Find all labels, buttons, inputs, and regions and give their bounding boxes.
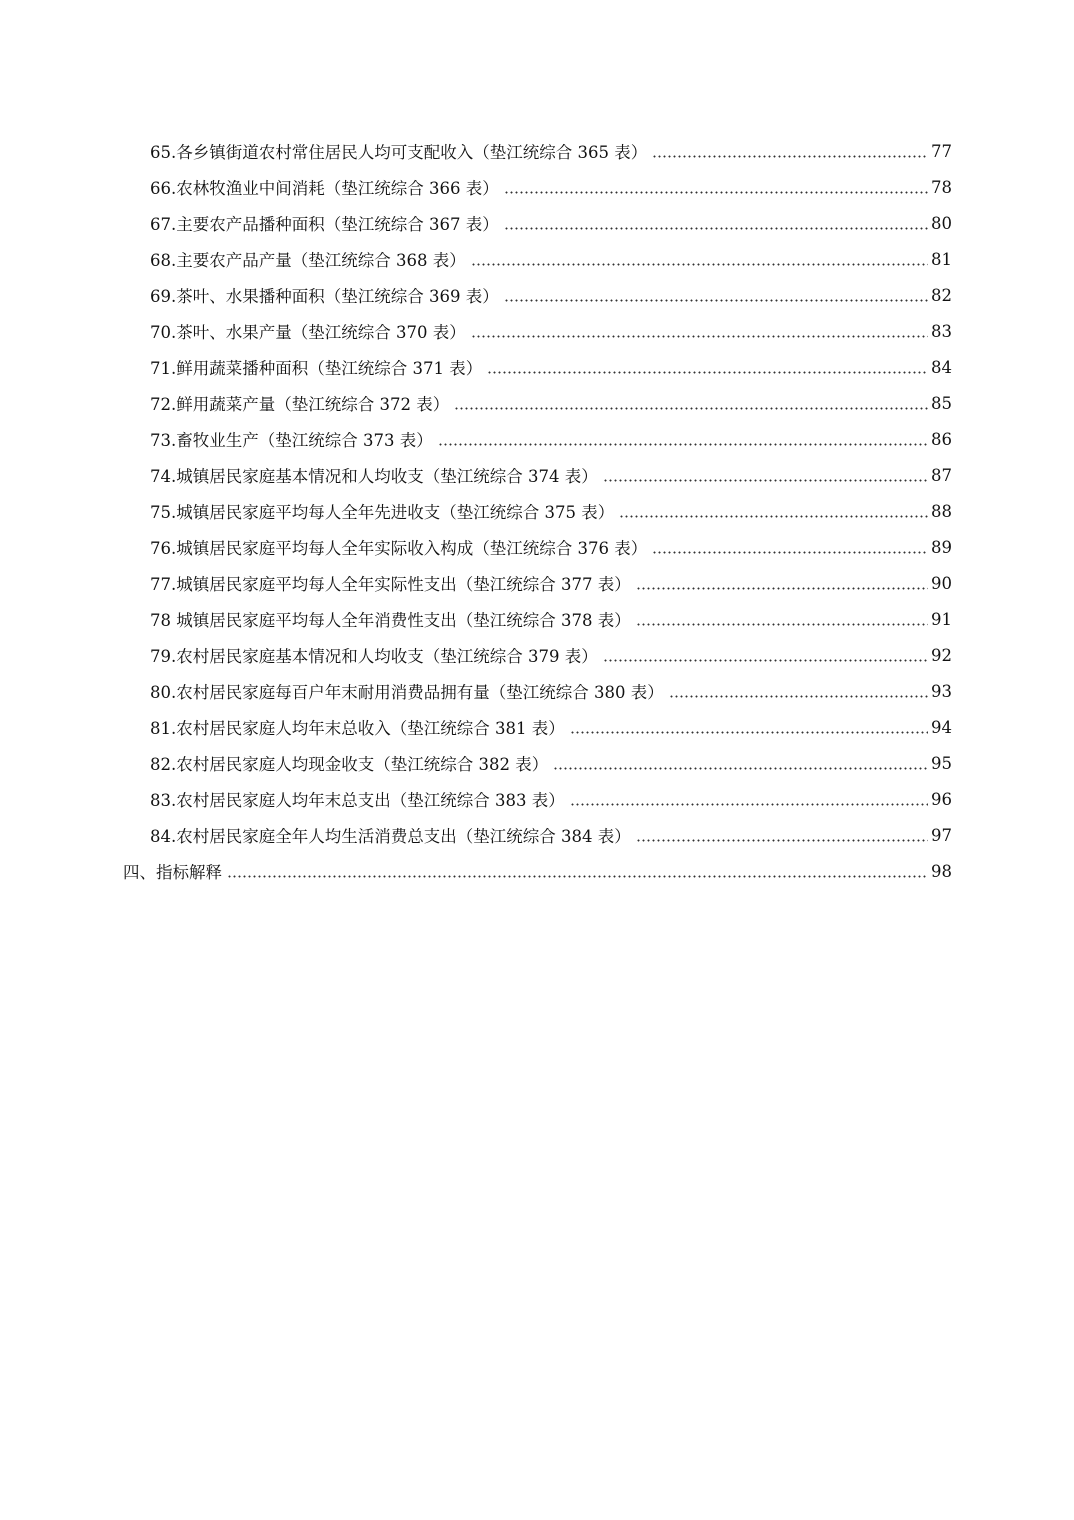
toc-entry-page-number: 97 xyxy=(931,825,952,845)
toc-dot-leader xyxy=(227,875,928,878)
toc-dot-leader xyxy=(636,839,928,842)
toc-dot-leader xyxy=(438,443,928,446)
toc-entry-page-number: 90 xyxy=(931,573,952,593)
toc-dot-leader xyxy=(504,191,928,194)
toc-dot-leader xyxy=(570,731,928,734)
toc-entry-page-number: 88 xyxy=(931,501,952,521)
toc-entry[interactable] xyxy=(150,817,952,853)
toc-entry-page-number: 86 xyxy=(931,429,952,449)
toc-entry[interactable] xyxy=(150,637,952,673)
toc-entry-title: 79.农村居民家庭基本情况和人均收支（垫江统综合 379 表） xyxy=(150,647,598,666)
toc-entry-page-number: 98 xyxy=(931,861,952,881)
toc-entry-title: 70.茶叶、水果产量（垫江统综合 370 表） xyxy=(150,323,466,342)
toc-dot-leader xyxy=(570,803,928,806)
toc-entry-title: 83.农村居民家庭人均年末总支出（垫江统综合 383 表） xyxy=(150,791,565,810)
toc-entry-title: 69.茶叶、水果播种面积（垫江统综合 369 表） xyxy=(150,287,499,306)
toc-entry[interactable] xyxy=(150,421,952,457)
toc-entry-page-number: 85 xyxy=(931,393,952,413)
toc-entry[interactable] xyxy=(150,349,952,385)
toc-dot-leader xyxy=(636,587,928,590)
toc-entry-page-number: 93 xyxy=(931,681,952,701)
toc-entry-page-number: 77 xyxy=(931,141,952,161)
toc-entry-title: 82.农村居民家庭人均现金收支（垫江统综合 382 表） xyxy=(150,755,549,774)
toc-entry[interactable] xyxy=(150,313,952,349)
toc-entry-page-number: 96 xyxy=(931,789,952,809)
toc-entry-title: 80.农村居民家庭每百户年末耐用消费品拥有量（垫江统综合 380 表） xyxy=(150,683,664,702)
toc-dot-leader xyxy=(636,623,928,626)
toc-entry-title: 68.主要农产品产量（垫江统综合 368 表） xyxy=(150,251,466,270)
toc-entry-title: 84.农村居民家庭全年人均生活消费总支出（垫江统综合 384 表） xyxy=(150,827,631,846)
toc-entry-title: 65.各乡镇街道农村常住居民人均可支配收入（垫江统综合 365 表） xyxy=(150,143,648,162)
toc-entry[interactable] xyxy=(150,457,952,493)
toc-entry-page-number: 87 xyxy=(931,465,952,485)
toc-entry[interactable] xyxy=(150,277,952,313)
toc-entry[interactable] xyxy=(150,529,952,565)
toc-dot-leader xyxy=(504,227,928,230)
toc-entry-page-number: 82 xyxy=(931,285,952,305)
toc-entry-page-number: 94 xyxy=(931,717,952,737)
toc-entry-title: 75.城镇居民家庭平均每人全年先进收支（垫江统综合 375 表） xyxy=(150,503,615,522)
toc-entry[interactable] xyxy=(150,709,952,745)
toc-entry-page-number: 84 xyxy=(931,357,952,377)
toc-entry-page-number: 91 xyxy=(931,609,952,629)
toc-entry-title: 67.主要农产品播种面积（垫江统综合 367 表） xyxy=(150,215,499,234)
toc-entry[interactable] xyxy=(150,169,952,205)
toc-entry-page-number: 89 xyxy=(931,537,952,557)
toc-dot-leader xyxy=(487,371,928,374)
toc-dot-leader xyxy=(471,263,928,266)
toc-entry[interactable] xyxy=(150,385,952,421)
toc-dot-leader xyxy=(553,767,928,770)
toc-entry[interactable] xyxy=(150,745,952,781)
toc-entry-page-number: 80 xyxy=(931,213,952,233)
toc-entry-title: 四、指标解释 xyxy=(123,863,222,882)
toc-entry-page-number: 95 xyxy=(931,753,952,773)
toc-entry[interactable] xyxy=(150,673,952,709)
toc-dot-leader xyxy=(619,515,928,518)
toc-entry[interactable] xyxy=(150,241,952,277)
toc-entry-title: 71.鲜用蔬菜播种面积（垫江统综合 371 表） xyxy=(150,359,483,378)
toc-entry-title: 74.城镇居民家庭基本情况和人均收支（垫江统综合 374 表） xyxy=(150,467,598,486)
toc-entry-title: 76.城镇居民家庭平均每人全年实际收入构成（垫江统综合 376 表） xyxy=(150,539,648,558)
toc-dot-leader xyxy=(603,479,928,482)
toc-entry[interactable] xyxy=(123,853,952,889)
toc-entry[interactable] xyxy=(150,565,952,601)
toc-entry-page-number: 81 xyxy=(931,249,952,269)
toc-dot-leader xyxy=(454,407,928,410)
toc-entry[interactable] xyxy=(150,601,952,637)
toc-entry[interactable] xyxy=(150,133,952,169)
toc-entry-title: 66.农林牧渔业中间消耗（垫江统综合 366 表） xyxy=(150,179,499,198)
toc-entry[interactable] xyxy=(150,493,952,529)
toc-dot-leader xyxy=(603,659,928,662)
toc-dot-leader xyxy=(669,695,928,698)
toc-dot-leader xyxy=(471,335,928,338)
toc-entry[interactable] xyxy=(150,205,952,241)
toc-dot-leader xyxy=(652,155,928,158)
toc-entry[interactable] xyxy=(150,781,952,817)
toc-entry-page-number: 92 xyxy=(931,645,952,665)
toc-entry-page-number: 83 xyxy=(931,321,952,341)
toc-entry-title: 73.畜牧业生产（垫江统综合 373 表） xyxy=(150,431,433,450)
toc-entry-title: 78 城镇居民家庭平均每人全年消费性支出（垫江统综合 378 表） xyxy=(150,611,631,630)
toc-entry-title: 81.农村居民家庭人均年末总收入（垫江统综合 381 表） xyxy=(150,719,565,738)
toc-dot-leader xyxy=(652,551,928,554)
toc-entry-title: 72.鲜用蔬菜产量（垫江统综合 372 表） xyxy=(150,395,450,414)
toc-dot-leader xyxy=(504,299,928,302)
toc-entry-page-number: 78 xyxy=(931,177,952,197)
toc-entry-title: 77.城镇居民家庭平均每人全年实际性支出（垫江统综合 377 表） xyxy=(150,575,631,594)
